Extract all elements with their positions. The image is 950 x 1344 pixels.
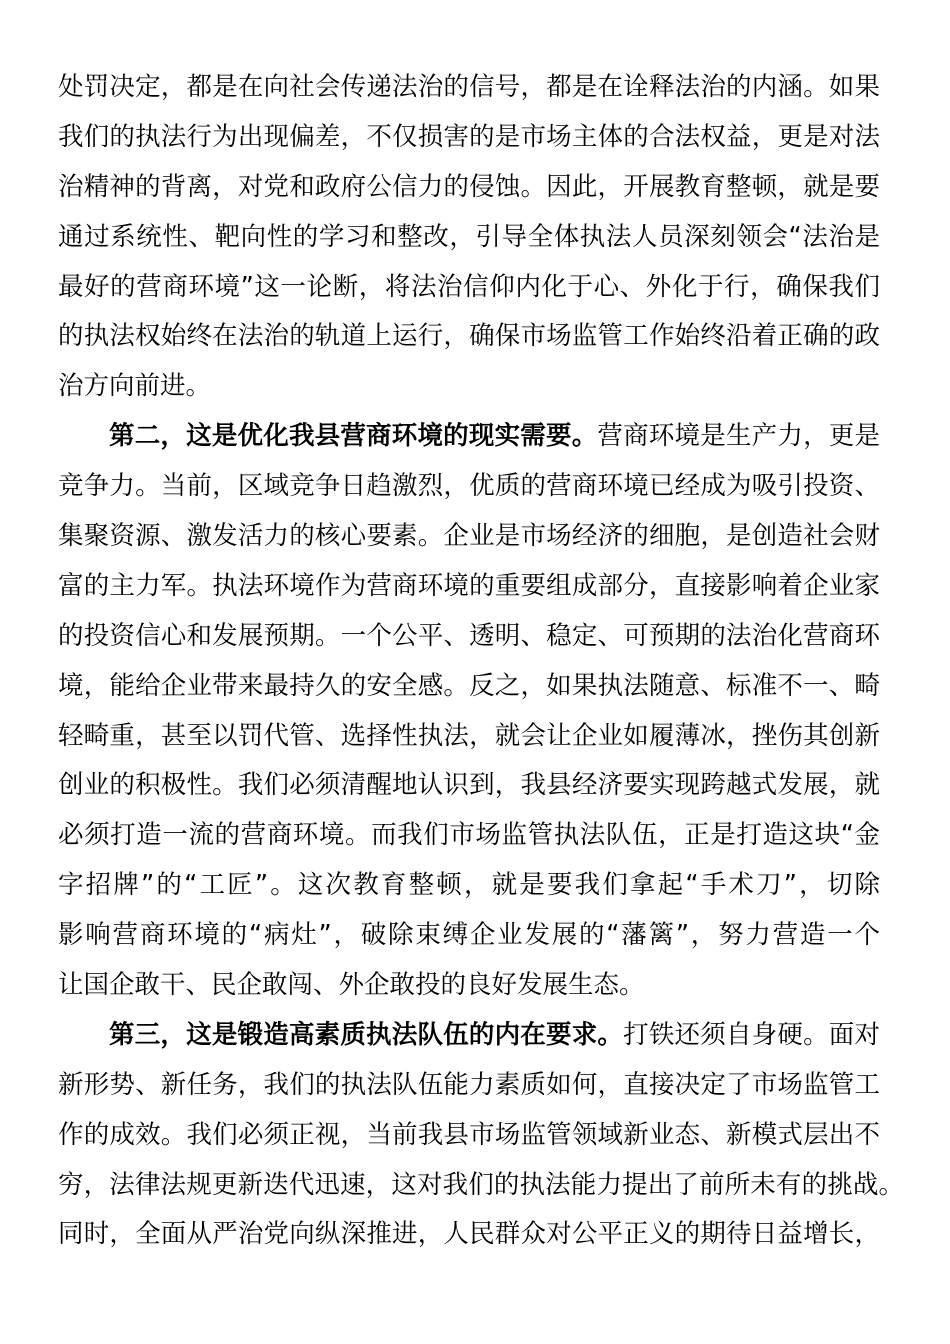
text-line: 的投资信心和发展预期。一个公平、透明、稳定、可预期的法治化营商环	[58, 620, 880, 651]
text-line: 同时，全面从严治党向纵深推进，人民群众对公平正义的期待日益增长，	[58, 1219, 880, 1250]
text-line: 境，能给企业带来最持久的安全感。反之，如果执法随意、标准不一、畸	[58, 670, 880, 701]
text-line: 通过系统性、靶向性的学习和整改，引导全体执法人员深刻领会“法治是	[58, 221, 880, 252]
text-line	[58, 412, 880, 462]
text-line: 我们的执法行为出现偏差，不仅损害的是市场主体的合法权益，更是对法	[58, 121, 880, 152]
text-line: 竞争力。当前，区域竞争日趋激烈，优质的营商环境已经成为吸引投资、	[58, 471, 880, 502]
text-line: 富的主力军。执法环境作为营商环境的重要组成部分，直接影响着企业家	[58, 570, 880, 601]
text-line: 创业的积极性。我们必须清醒地认识到，我县经济要实现跨越式发展，就	[58, 770, 880, 801]
text-line: 的执法权始终在法治的轨道上运行，确保市场监管工作始终沿着正确的政	[58, 321, 880, 352]
text-line	[58, 1011, 880, 1061]
text-line: 作的成效。我们必须正视，当前我县市场监管领域新业态、新模式层出不	[58, 1119, 880, 1150]
text-span: 打铁还须自身硬。面对	[623, 1019, 880, 1050]
text-line: 影响营商环境的“病灶”，破除束缚企业发展的“藩篱”，努力营造一个	[58, 920, 880, 951]
paragraph-3	[58, 1011, 904, 1260]
text-line: 让国企敢干、民企敢闯、外企敢投的良好发展生态。	[58, 970, 645, 1001]
paragraph-1	[58, 63, 880, 412]
section-heading: 第二，这是优化我县营商环境的现实需要。	[109, 421, 598, 452]
text-line: 治方向前进。	[58, 371, 212, 402]
text-line: 穷，法律法规更新迭代迅速，这对我们的执法能力提出了前所未有的挑战。	[58, 1169, 904, 1200]
text-line: 最好的营商环境”这一论断，将法治信仰内化于心、外化于行，确保我们	[58, 271, 880, 302]
text-line: 必须打造一流的营商环境。而我们市场监管执法队伍，正是打造这块“金	[58, 820, 880, 851]
paragraph-2	[58, 412, 880, 1011]
text-line: 处罚决定，都是在向社会传递法治的信号，都是在诠释法治的内涵。如果	[58, 72, 880, 102]
text-line: 集聚资源、激发活力的核心要素。企业是市场经济的细胞，是创造社会财	[58, 521, 880, 552]
text-span: 营商环境是生产力，更是	[597, 421, 880, 452]
text-line: 轻畸重，甚至以罚代管、选择性执法，就会让企业如履薄冰，挫伤其创新	[58, 720, 880, 751]
section-heading: 第三，这是锻造高素质执法队伍的内在要求。	[109, 1019, 624, 1050]
text-line: 字招牌”的“工匠”。这次教育整顿，就是要我们拿起“手术刀”，切除	[58, 870, 880, 901]
text-line: 新形势、新任务，我们的执法队伍能力素质如何，直接决定了市场监管工	[58, 1069, 880, 1100]
text-line: 治精神的背离，对党和政府公信力的侵蚀。因此，开展教育整顿，就是要	[58, 171, 880, 202]
document-page	[58, 63, 904, 1260]
